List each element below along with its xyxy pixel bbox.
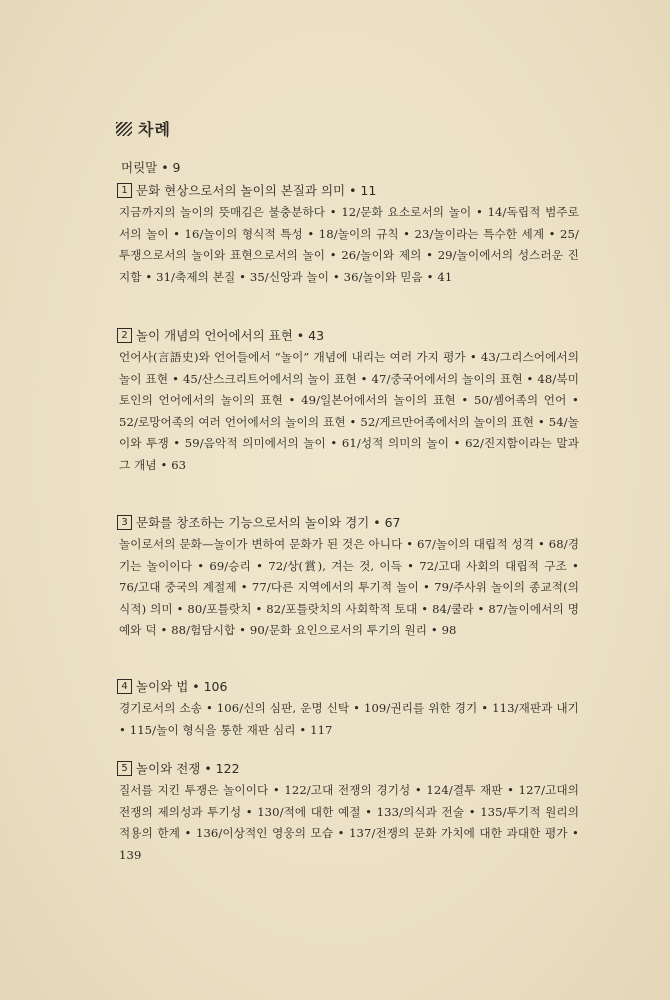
chapter-title [117, 180, 579, 200]
chapter-title-text: 문화를 창조하는 기능으로서의 놀이와 경기 • 67 [136, 515, 401, 530]
chapter-title-text: 놀이와 법 • 106 [136, 679, 228, 694]
toc-chapter-2 [117, 325, 579, 477]
toc-heading-label: 차례 [138, 120, 171, 139]
chapter-section-list: 언어사(言語史)와 언어들에서 “놀이” 개념에 내리는 여러 가지 평가 • 43/그리스어에서의 놀이 표현 • 45/산스크리트어에서의 놀이 표현 • 47/중국어에서의 놀이의 표현 • 48/북미 토인의 언어에서의 놀이의 표현 • 49/일본어에서의 놀이의 표현 • 50/셈어족의 언어 • 52/로망어족의 여러 언어에서의 놀이의 표현 • 52/게르만어족에서의 놀이의 표현 • 54/놀이와 투쟁 • 59/음악적 의미에서의 놀이 • 61/성적 의미의 놀이 • 62/진지함이라는 말과 그 개념 • 63 [119, 350, 579, 472]
chapter-title [117, 758, 579, 778]
chapter-title-text: 놀이 개념의 언어에서의 표현 • 43 [136, 328, 325, 343]
toc-chapter-5 [117, 758, 579, 866]
toc-chapter-1 [117, 180, 579, 288]
chapter-section-list: 지금까지의 놀이의 뜻매김은 불충분하다 • 12/문화 요소로서의 놀이 • 14/독립적 범주로서의 놀이 • 16/놀이의 형식적 특성 • 18/놀이의 규칙 • 23/놀이라는 특수한 세계 • 25/투쟁으로서의 놀이와 표현으로서의 놀이 • 26/놀이와 제의 • 29/놀이에서의 성스러운 진지함 • 31/축제의 본질 • 35/신앙과 놀이 • 36/놀이와 믿음 • 41 [119, 205, 579, 284]
chapter-section-list: 경기로서의 소송 • 106/신의 심판, 운명 신탁 • 109/권리를 위한 경기 • 113/재판과 내기 • 115/놀이 형식을 통한 재판 심리 • 117 [119, 701, 579, 737]
chapter-number-box: 1 [117, 183, 132, 198]
chapter-number-box: 4 [117, 679, 132, 694]
chapter-number-box: 3 [117, 515, 132, 530]
chapter-title [117, 512, 579, 532]
toc-entry-preface: 머릿말 • 9 [121, 160, 181, 175]
chapter-title-text: 놀이와 전쟁 • 122 [136, 761, 240, 776]
chapter-title [117, 676, 579, 696]
chapter-section-list: 질서를 지킨 투쟁은 놀이이다 • 122/고대 전쟁의 경기성 • 124/결투 재판 • 127/고대의 전쟁의 제의성과 투기성 • 130/적에 대한 예절 • 133/의식과 전술 • 135/투기적 원리의 적용의 한계 • 136/이상적인 영웅의 모습 • 137/전쟁의 문화 가치에 대한 과대한 평가 • 139 [119, 783, 579, 862]
toc-chapter-4 [117, 676, 579, 741]
chapter-section-list: 놀이로서의 문화—놀이가 변하여 문화가 된 것은 아니다 • 67/놀이의 대립적 성격 • 68/경기는 놀이이다 • 69/승리 • 72/상(賞), 겨는 것, 이득 • 72/고대 사회의 대립적 구조 • 76/고대 중국의 계절제 • 77/다른 지역에서의 투기적 놀이 • 79/주사위 놀이의 종교적(의식적) 의미 • 80/포틀랏치 • 82/포틀랏치의 사회학적 토대 • 84/쿨라 • 87/놀이에서의 명예와 덕 • 88/험담시합 • 90/문화 요인으로서의 투기의 원리 • 98 [119, 537, 579, 638]
chapter-title [117, 325, 579, 345]
chapter-number-box: 5 [117, 761, 132, 776]
chapter-title-text: 문화 현상으로서의 놀이의 본질과 의미 • 11 [136, 183, 377, 198]
hatched-square-icon [116, 122, 132, 136]
chapter-number-box: 2 [117, 328, 132, 343]
toc-heading [116, 117, 171, 140]
toc-chapter-3 [117, 512, 579, 642]
